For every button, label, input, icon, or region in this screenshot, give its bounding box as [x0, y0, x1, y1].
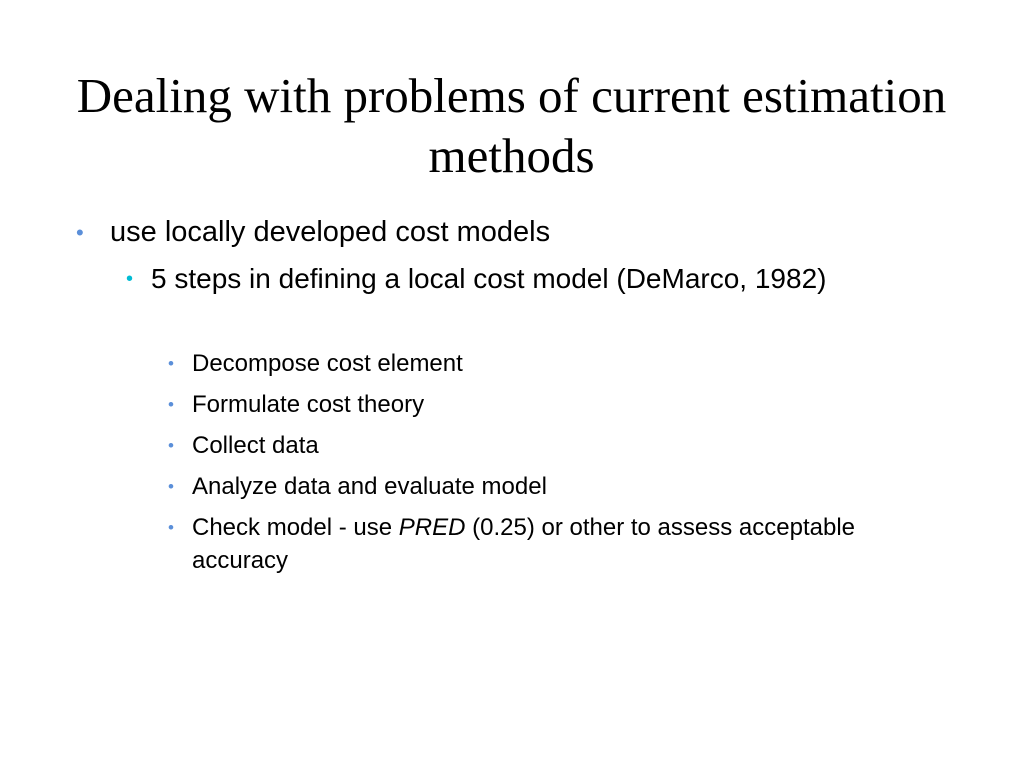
emphasis-text: PRED [398, 514, 466, 541]
list-item-text: Formulate cost theory [192, 391, 425, 418]
bullet-icon: • [76, 220, 84, 245]
bullet-icon: • [168, 477, 174, 496]
list-item-text: Collect data [192, 432, 319, 459]
bullet-icon: • [168, 436, 174, 455]
slide-title: Dealing with problems of current estimation methods [76, 68, 947, 183]
text-suffix: (0.25) or other to assess acceptable accuracy [192, 514, 855, 574]
list-item-text: use locally developed cost models [110, 216, 551, 248]
bullet-icon: • [168, 354, 174, 373]
text-prefix: Check model - use [192, 514, 399, 541]
bullet-icon: • [126, 268, 134, 290]
list-item-text [192, 511, 922, 577]
list-item-text: Analyze data and evaluate model [192, 473, 547, 500]
list-item-text: 5 steps in defining a local cost model (DeMarco, 1982) [151, 263, 827, 294]
list-item-text: Decompose cost element [192, 350, 463, 377]
bullet-icon: • [168, 395, 174, 414]
bullet-icon: • [168, 518, 174, 537]
